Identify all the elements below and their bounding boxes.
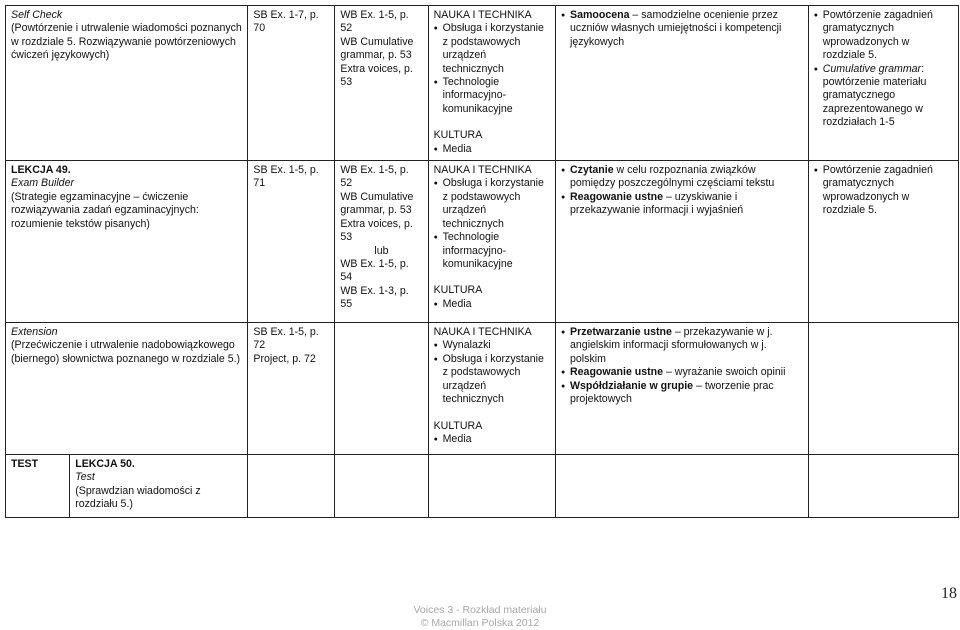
skills-cell — [556, 161, 809, 323]
list-item: ● Powtórzenie zagadnień gramatycznych wprowadzonych w rozdziale 5. — [814, 164, 953, 218]
list-item: ● Czytanie w celu rozpoznania związków pomiędzy poszczególnymi częściami tekstu — [561, 164, 803, 191]
list-item: ● Obsługa i korzystanie z podstawowych urządzeń technicznych — [434, 22, 550, 76]
list-item: ● Media — [434, 298, 550, 311]
topic-cell — [6, 323, 248, 455]
wb-cell — [335, 323, 428, 455]
list-item: ● Przetwarzanie ustne – przekazywanie w j. angielskim informacji sformułowanych w j. polskim — [561, 326, 803, 366]
list-item: ● Reagowanie ustne – wyrażanie swoich opinii — [561, 366, 803, 379]
section-heading: KULTURA — [433, 129, 483, 142]
list-item: ● Media — [434, 433, 550, 446]
section-heading: NAUKA I TECHNIKA — [433, 164, 532, 177]
list-item: ● Obsługa i korzystanie z podstawowych urządzeń technicznych — [434, 177, 550, 231]
list-item: ● Cumulative grammar: powtórzenie materiału gramatycznego zaprezentowanego w rozdziałach 1-5 — [814, 63, 953, 130]
lesson-description: (Powtórzenie i utrwalenie wiadomości poznanych w rozdziale 5. Rozwiązywanie powtórzeniowych ćwiczeń językowych) — [11, 22, 242, 62]
themes-cell — [428, 6, 555, 161]
lesson-number: LEKCJA 50. — [75, 458, 135, 471]
sb-cell: SB Ex. 1-5, p. 72 Project, p. 72 — [248, 323, 335, 455]
table-row — [6, 6, 959, 161]
test-label-cell — [6, 455, 70, 518]
lesson-title: Self Check — [11, 9, 63, 21]
lesson-title: Test — [75, 471, 95, 484]
topic-cell — [6, 161, 248, 323]
list-item: ● Współdziałanie w grupie – tworzenie prac projektowych — [561, 380, 803, 407]
lesson-description: (Sprawdzian wiadomości z rozdziału 5.) — [75, 484, 201, 511]
lesson-title: Extension — [11, 326, 58, 339]
wb-cell: WB Ex. 1-5, p. 52 WB Cumulative grammar, p. 53 Extra voices, p. 53 lub WB Ex. 1-5, p. 54 WB Ex. 1-3, p. 55 — [335, 161, 428, 323]
lesson-number: LEKCJA 49. — [11, 164, 71, 177]
grammar-cell — [808, 161, 958, 323]
list-item: ● Technologie informacyjno-komunikacyjne — [434, 231, 550, 271]
lesson-plan-table — [5, 5, 959, 518]
page-number: 18 — [941, 585, 957, 602]
table-row — [6, 323, 959, 455]
list-item: ● Media — [434, 143, 550, 156]
table-row — [6, 161, 959, 323]
section-heading: NAUKA I TECHNIKA — [433, 9, 532, 21]
list-item: ● Powtórzenie zagadnień gramatycznych wprowadzonych w rozdziale 5. — [814, 9, 953, 63]
section-heading: KULTURA — [433, 284, 483, 297]
list-item: ● Obsługa i korzystanie z podstawowych urządzeń technicznych — [434, 353, 550, 407]
lesson-title: Exam Builder — [11, 177, 74, 190]
test-label: TEST — [11, 458, 39, 471]
list-item: ● Samoocena – samodzielne ocenienie przez uczniów własnych umiejętności i kompetencji językowych — [561, 9, 803, 49]
section-heading: KULTURA — [433, 419, 483, 432]
footer-copyright: © Macmillan Polska 2012 — [420, 617, 540, 629]
list-item: ● Technologie informacyjno-komunikacyjne — [434, 76, 550, 116]
lesson-description: (Przećwiczenie i utrwalenie nadobowiązkowego (biernego) słownictwa poznanego w rozdziale 5.) — [11, 339, 241, 365]
section-heading: NAUKA I TECHNIKA — [433, 326, 532, 339]
sb-cell: SB Ex. 1-7, p. 70 — [248, 6, 335, 161]
skills-cell — [556, 323, 809, 455]
list-item: ● Reagowanie ustne – uzyskiwanie i przekazywanie informacji i wyjaśnień — [561, 191, 803, 218]
themes-cell — [428, 161, 555, 323]
topic-cell — [70, 455, 248, 518]
skills-cell — [556, 6, 809, 161]
topic-cell — [6, 6, 248, 161]
table-row — [6, 455, 959, 518]
themes-cell — [428, 323, 555, 455]
sb-cell: SB Ex. 1-5, p. 71 — [248, 161, 335, 323]
wb-cell: WB Ex. 1-5, p. 52 WB Cumulative grammar, p. 53 Extra voices, p. 53 — [335, 6, 428, 161]
list-item: ● Wynalazki — [434, 339, 550, 352]
grammar-cell — [808, 6, 958, 161]
grammar-cell — [808, 323, 958, 455]
lesson-description: (Strategie egzaminacyjne – ćwiczenie rozwiązywania zadań egzaminacyjnych: rozumienie tekstów pisanych) — [11, 190, 199, 230]
footer-title: Voices 3 - Rozkład materiału — [413, 604, 547, 616]
